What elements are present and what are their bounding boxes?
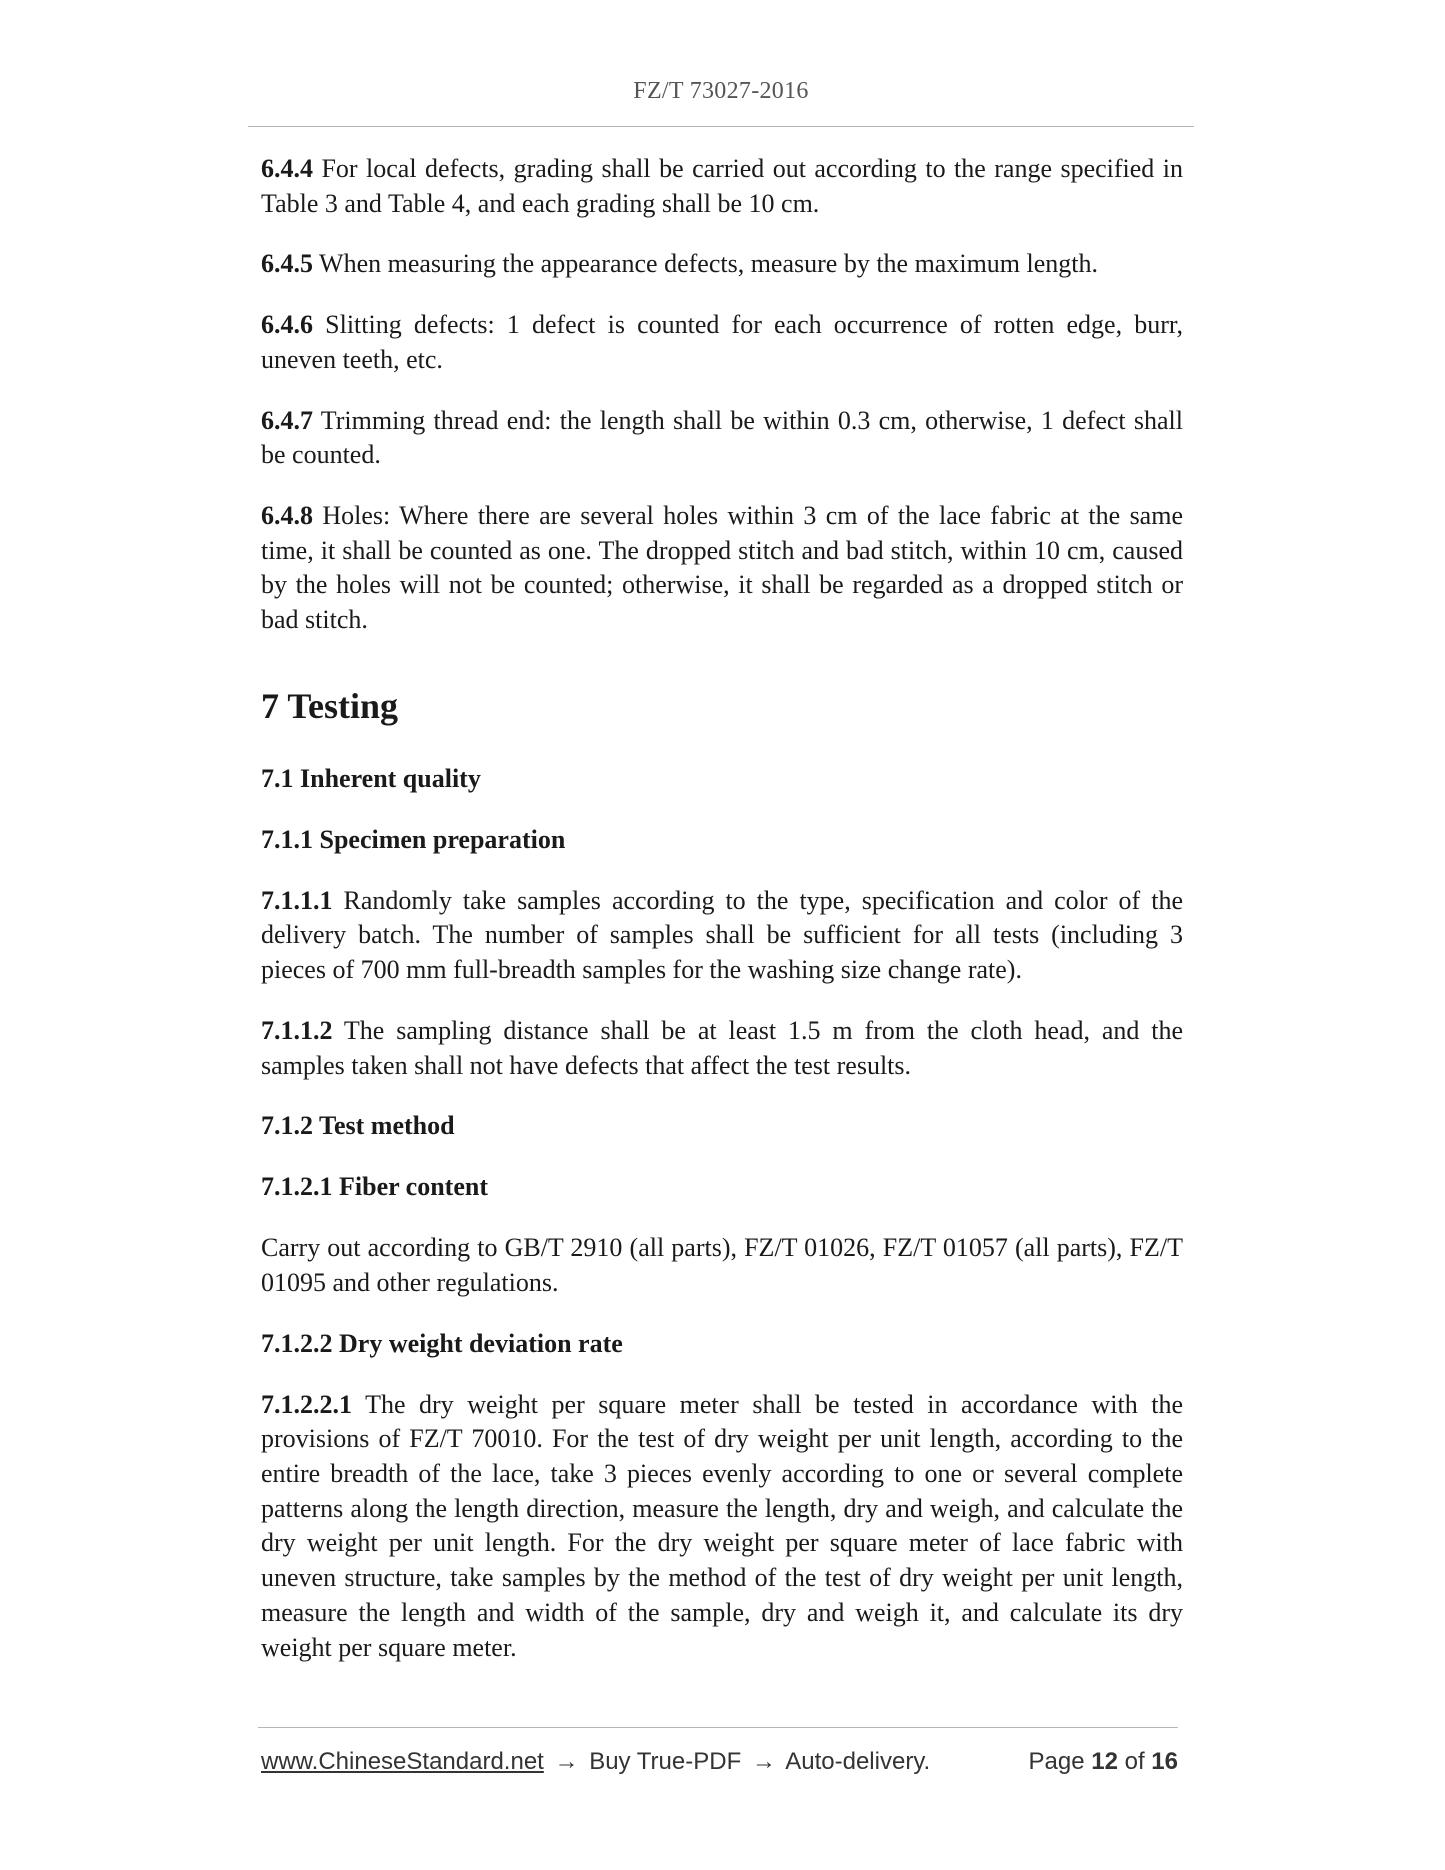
clause-6-4-7 xyxy=(261,404,1183,473)
heading-7-1-1: 7.1.1 Specimen preparation xyxy=(261,824,566,854)
page-footer xyxy=(261,1746,1178,1778)
clause-number: 6.4.5 xyxy=(261,249,313,279)
clause-6-4-6 xyxy=(261,308,1183,377)
page-label: Page xyxy=(1028,1748,1085,1775)
clause-6-4-4 xyxy=(261,152,1183,221)
clause-7-1-1-2 xyxy=(261,1014,1183,1083)
footer-divider xyxy=(258,1727,1178,1728)
clause-7-1-1-1 xyxy=(261,884,1183,988)
fiber-content-text: Carry out according to GB/T 2910 (all parts), FZ/T 01026, FZ/T 01057 (all parts), FZ/T 01095 and other regulations. xyxy=(261,1233,1183,1297)
heading-7-1: 7.1 Inherent quality xyxy=(261,763,481,793)
document-header: FZ/T 73027-2016 xyxy=(633,78,809,104)
clause-text: Randomly take samples according to the type, specification and color of the delivery batch. The number of samples shall be sufficient for all tests (including 3 pieces of 700 mm full-breadth samples for the washing size change rate). xyxy=(261,885,1183,985)
section-title-testing: 7 Testing xyxy=(261,685,399,726)
clause-number: 7.1.2.2.1 xyxy=(261,1389,352,1419)
clause-6-4-8 xyxy=(261,499,1183,638)
of-label: of xyxy=(1124,1748,1145,1775)
clause-text: The dry weight per square meter shall be tested in accordance with the provisions of FZ/T 70010. For the test of dry weight per unit length, according to the entire breadth of the lace, take 3 pieces evenly according to one or several complete patterns along the length direction, measure the length, dry and weigh, and calculate the dry weight per unit length. For the dry weight per square meter of lace fabric with uneven structure, take samples by the method of the test of dry weight per unit length, measure the length and width of the sample, dry and weigh it, and calculate its dry weight per square meter. xyxy=(261,1389,1183,1662)
arrow-right-icon: → xyxy=(554,1748,579,1775)
clause-text: Trimming thread end: the length shall be within 0.3 cm, otherwise, 1 defect shall be counted. xyxy=(261,405,1183,470)
clause-number: 6.4.7 xyxy=(261,405,313,435)
current-page-number: 12 xyxy=(1091,1748,1118,1775)
arrow-right-icon: → xyxy=(751,1748,776,1775)
clause-text: For local defects, grading shall be carried out according to the range specified in Table 3 and Table 4, and each grading shall be 10 cm. xyxy=(261,154,1183,218)
heading-7-1-2: 7.1.2 Test method xyxy=(261,1111,455,1141)
document-body xyxy=(261,152,1183,1691)
total-pages-number: 16 xyxy=(1151,1748,1178,1775)
buy-true-pdf-text: Buy True-PDF xyxy=(589,1748,742,1775)
header-divider xyxy=(248,126,1194,127)
clause-number: 6.4.8 xyxy=(261,500,313,530)
heading-7-1-2-1: 7.1.2.1 Fiber content xyxy=(261,1172,488,1202)
clause-7-1-2-2-1 xyxy=(261,1388,1183,1666)
clause-text: The sampling distance shall be at least 1.5 m from the cloth head, and the samples taken shall not have defects that affect the test results. xyxy=(261,1015,1183,1080)
clause-number: 6.4.6 xyxy=(261,310,313,340)
website-link[interactable]: www.ChineseStandard.net xyxy=(261,1748,544,1775)
heading-7-1-2-2: 7.1.2.2 Dry weight deviation rate xyxy=(261,1328,623,1358)
clause-6-4-5 xyxy=(261,247,1183,282)
auto-delivery-text: Auto-delivery. xyxy=(785,1748,931,1775)
clause-text: Holes: Where there are several holes within 3 cm of the lace fabric at the same time, it shall be counted as one. The dropped stitch and bad stitch, within 10 cm, caused by the holes will not be counted; otherwise, it shall be regarded as a dropped stitch or bad stitch. xyxy=(261,500,1183,635)
clause-number: 7.1.1.1 xyxy=(261,885,333,915)
page-indicator xyxy=(1029,1746,1179,1778)
clause-text: When measuring the appearance defects, measure by the maximum length. xyxy=(313,249,1099,279)
clause-number: 6.4.4 xyxy=(261,154,313,183)
clause-text: Slitting defects: 1 defect is counted for each occurrence of rotten edge, burr, uneven teeth, etc. xyxy=(261,310,1183,374)
clause-number: 7.1.1.2 xyxy=(261,1015,333,1045)
